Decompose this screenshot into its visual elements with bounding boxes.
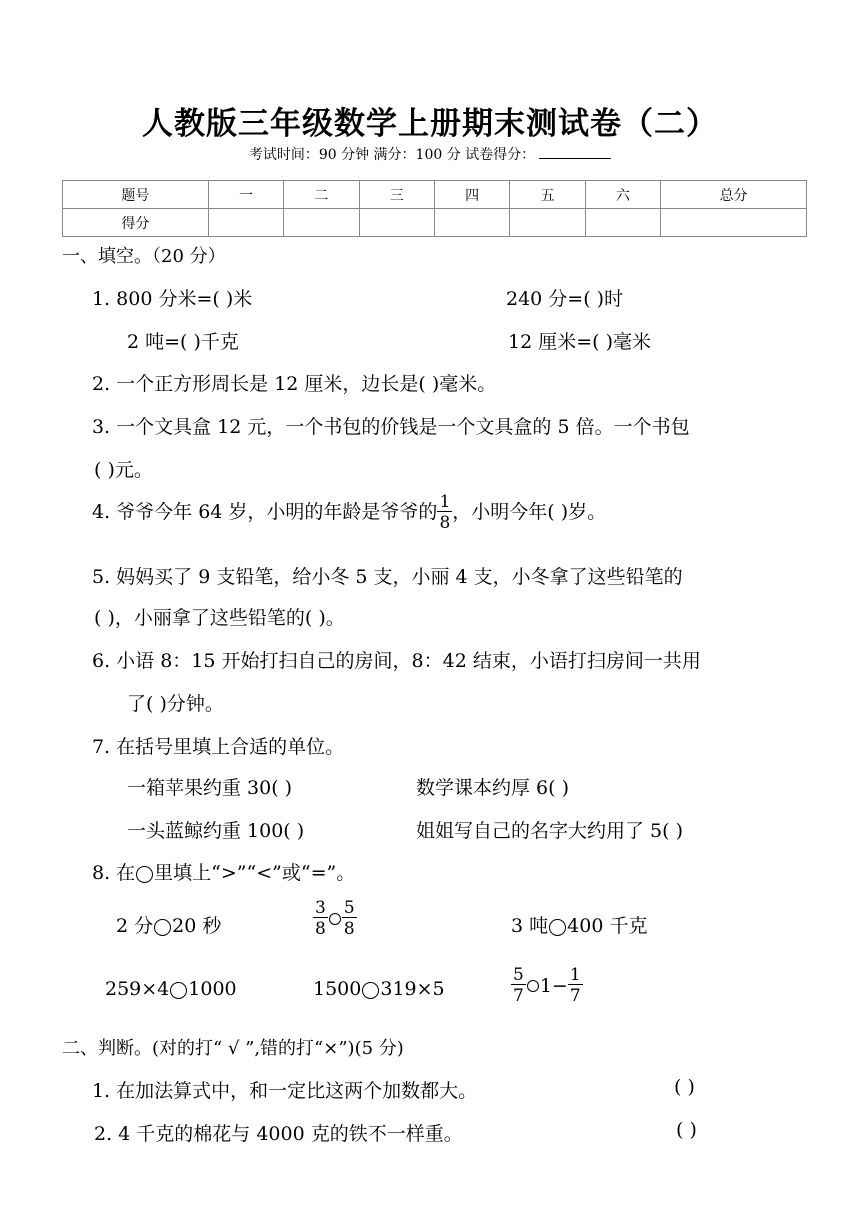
compare-left: 3 吨 — [511, 915, 549, 937]
q7-item-c: 一头蓝鲸约重 100( ) — [127, 820, 305, 842]
score-cell[interactable] — [661, 209, 807, 237]
score-table-header-row — [63, 181, 807, 209]
section1-heading: 一、填空。（20 分） — [62, 246, 226, 267]
header-cell: 四 — [434, 181, 509, 209]
q6-line2: 了( )分钟。 — [127, 693, 224, 715]
score-cell[interactable] — [208, 209, 283, 237]
score-cell[interactable] — [510, 209, 585, 237]
header-cell: 题号 — [63, 181, 209, 209]
score-cell[interactable] — [284, 209, 359, 237]
score-cell[interactable] — [359, 209, 434, 237]
q1-part-d: 12 厘米=( )毫米 — [508, 331, 652, 353]
header-cell: 五 — [510, 181, 585, 209]
judge-q1-answer[interactable]: ( ) — [674, 1076, 695, 1098]
compare-item-4 — [105, 978, 237, 1000]
header-cell: 二 — [284, 181, 359, 209]
q2: 2. 一个正方形周长是 12 厘米，边长是( )毫米。 — [92, 373, 497, 395]
section2-heading: 二、判断。(对的打“ √ ”,错的打“×”)(5 分) — [62, 1038, 404, 1059]
compare-circle-icon[interactable] — [170, 982, 187, 999]
score-table — [62, 180, 807, 237]
fraction-1-7 — [568, 967, 583, 1005]
compare-circle-icon[interactable] — [527, 980, 539, 992]
compare-item-2 — [313, 900, 357, 938]
compare-item-6 — [511, 967, 583, 1005]
judge-q2-answer[interactable]: ( ) — [676, 1119, 697, 1141]
compare-item-1 — [116, 911, 221, 938]
compare-left: 1500 — [313, 978, 362, 1000]
fraction-numerator: 5 — [343, 898, 355, 918]
fraction-denominator: 8 — [439, 513, 451, 533]
q4 — [92, 494, 606, 532]
compare-minus-text: 1− — [539, 975, 568, 997]
fraction-3-8 — [313, 900, 328, 938]
header-cell: 总分 — [661, 181, 807, 209]
q7-item-d: 姐姐写自己的名字大约用了 5( ) — [416, 820, 683, 842]
header-cell: 一 — [208, 181, 283, 209]
q1-part-b: 240 分=( )时 — [506, 288, 624, 310]
compare-right: 319×5 — [380, 978, 445, 1000]
q8 — [92, 858, 355, 885]
q3-line2: ( )元。 — [94, 459, 153, 481]
q6-line1: 6. 小语 8：15 开始打扫自己的房间，8：42 结束，小语打扫房间一共用 — [92, 650, 701, 672]
compare-circle-icon[interactable] — [329, 913, 341, 925]
compare-left: 2 分 — [116, 915, 154, 937]
q5-line1: 5. 妈妈买了 9 支铅笔，给小冬 5 支，小丽 4 支，小冬拿了这些铅笔的 — [92, 566, 683, 588]
compare-right: 400 千克 — [567, 915, 648, 937]
compare-circle-icon — [136, 866, 153, 883]
q5-line2: ( )，小丽拿了这些铅笔的( )。 — [94, 607, 345, 629]
score-table-score-row — [63, 209, 807, 237]
fraction-numerator: 1 — [439, 492, 451, 512]
q7-item-a: 一箱苹果约重 30( ) — [127, 777, 293, 799]
compare-right: 1000 — [188, 978, 237, 1000]
q4-text-before: 4. 爷爷今年 64 岁，小明的年龄是爷爷的 — [92, 501, 438, 523]
fraction-5-7 — [511, 967, 526, 1005]
compare-circle-icon[interactable] — [362, 982, 379, 999]
q4-text-after: ，小明今年( )岁。 — [452, 501, 607, 523]
score-cell[interactable] — [585, 209, 660, 237]
header-cell: 三 — [359, 181, 434, 209]
q3-line1: 3. 一个文具盒 12 元，一个书包的价钱是一个文具盒的 5 倍。一个书包 — [92, 416, 690, 438]
compare-item-3 — [511, 911, 647, 938]
row-label-cell: 得分 — [63, 209, 209, 237]
fraction-numerator: 1 — [569, 965, 581, 985]
q1-part-c: 2 吨=( )千克 — [127, 331, 239, 353]
fraction-denominator: 7 — [569, 986, 581, 1006]
score-cell[interactable] — [434, 209, 509, 237]
fraction-denominator: 8 — [315, 919, 326, 939]
judge-q2: 2. 4 千克的棉花与 4000 克的铁不一样重。 — [94, 1123, 463, 1145]
score-blank[interactable] — [539, 146, 611, 159]
fraction-numerator: 3 — [315, 898, 326, 918]
q8-text-before: 8. 在 — [92, 862, 136, 884]
header-cell: 六 — [585, 181, 660, 209]
q8-text-after: 里填上“>”“<”或“=”。 — [154, 862, 356, 884]
fraction-denominator: 7 — [513, 986, 524, 1006]
fraction-5-8 — [342, 900, 357, 938]
fraction-denominator: 8 — [343, 919, 355, 939]
q1-part-a: 1. 800 分米=( )米 — [92, 288, 253, 310]
compare-item-5 — [313, 978, 445, 1000]
exam-info-text: 考试时间：90 分钟 满分：100 分 试卷得分： — [248, 147, 536, 163]
fraction-numerator: 5 — [513, 965, 524, 985]
compare-circle-icon[interactable] — [154, 919, 171, 936]
q7-item-b: 数学课本约厚 6( ) — [416, 777, 569, 799]
page-title: 人教版三年级数学上册期末测试卷（二） — [142, 106, 718, 142]
compare-left: 259×4 — [105, 978, 170, 1000]
compare-circle-icon[interactable] — [549, 919, 566, 936]
q7: 7. 在括号里填上合适的单位。 — [92, 736, 345, 758]
fraction-one-eighth — [437, 494, 452, 532]
exam-info — [0, 144, 860, 164]
compare-right: 20 秒 — [172, 915, 222, 937]
judge-q1: 1. 在加法算式中，和一定比这两个加数都大。 — [92, 1080, 478, 1102]
